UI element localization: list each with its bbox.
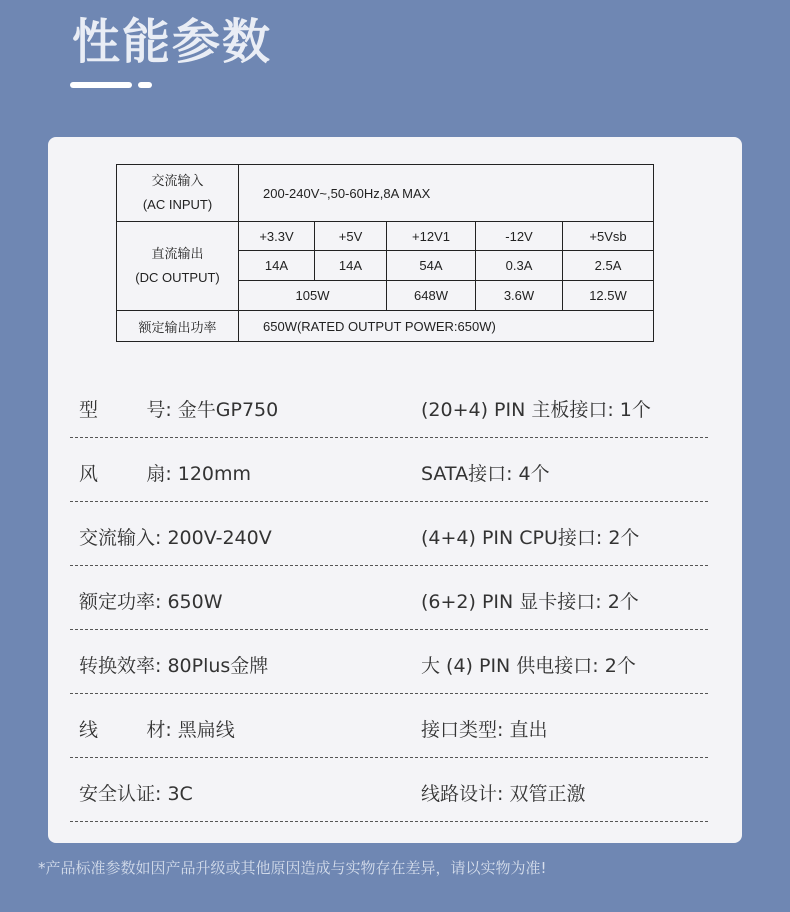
current-cell: 54A <box>387 251 476 281</box>
spec-right: 接口类型: 直出 <box>421 719 548 741</box>
spec-row <box>70 694 708 758</box>
power-cell: 3.6W <box>476 281 563 311</box>
footnote: *产品标准参数如因产品升级或其他原因造成与实物存在差异，请以实物为准! <box>38 859 547 877</box>
dc-label-en: (DC OUTPUT) <box>135 270 220 285</box>
rail-cell: +3.3V <box>239 222 315 251</box>
ac-label-en: (AC INPUT) <box>142 197 213 212</box>
spec-right: SATA接口: 4个 <box>421 463 550 485</box>
spec-left: 型 号: 金牛GP750 <box>79 399 279 421</box>
title-underline-short <box>138 82 152 88</box>
combined-power-cell: 105W <box>239 281 387 311</box>
rail-cell: +12V1 <box>387 222 476 251</box>
spec-row <box>70 566 708 630</box>
spec-left: 风 扇: 120mm <box>79 463 252 485</box>
spec-right: 大 (4) PIN 供电接口: 2个 <box>421 655 636 677</box>
rail-cell: +5Vsb <box>563 222 654 251</box>
spec-table <box>116 164 654 342</box>
current-cell: 14A <box>239 251 315 281</box>
spec-row <box>70 630 708 694</box>
spec-left: 交流输入: 200V-240V <box>79 527 272 549</box>
ac-input-value: 200-240V~,50-60Hz,8A MAX <box>239 165 654 222</box>
current-cell: 0.3A <box>476 251 563 281</box>
current-cell: 2.5A <box>563 251 654 281</box>
rail-cell: +5V <box>315 222 387 251</box>
rated-power-label: 额定输出功率 <box>117 311 239 342</box>
title-underline-long <box>70 82 132 88</box>
spec-right: (6+2) PIN 显卡接口: 2个 <box>421 591 639 613</box>
rated-power-value: 650W(RATED OUTPUT POWER:650W) <box>239 311 654 342</box>
spec-list <box>70 374 708 822</box>
dc-output-label <box>117 222 239 311</box>
spec-left: 转换效率: 80Plus金牌 <box>79 655 269 677</box>
ac-input-label <box>117 165 239 222</box>
spec-right: (20+4) PIN 主板接口: 1个 <box>421 399 651 421</box>
power-cell: 648W <box>387 281 476 311</box>
rail-cell: -12V <box>476 222 563 251</box>
current-cell: 14A <box>315 251 387 281</box>
spec-row <box>70 374 708 438</box>
spec-left: 安全认证: 3C <box>79 783 193 805</box>
spec-right: (4+4) PIN CPU接口: 2个 <box>421 527 640 549</box>
ac-label-cn: 交流输入 <box>151 173 204 188</box>
dc-label-cn: 直流输出 <box>151 246 204 261</box>
spec-left: 线 材: 黑扁线 <box>79 719 235 741</box>
spec-row <box>70 758 708 822</box>
spec-row <box>70 438 708 502</box>
page-title: 性能参数 <box>72 14 273 70</box>
power-cell: 12.5W <box>563 281 654 311</box>
spec-left: 额定功率: 650W <box>79 591 223 613</box>
spec-card <box>48 137 742 843</box>
spec-right: 线路设计: 双管正激 <box>421 783 586 805</box>
spec-row <box>70 502 708 566</box>
